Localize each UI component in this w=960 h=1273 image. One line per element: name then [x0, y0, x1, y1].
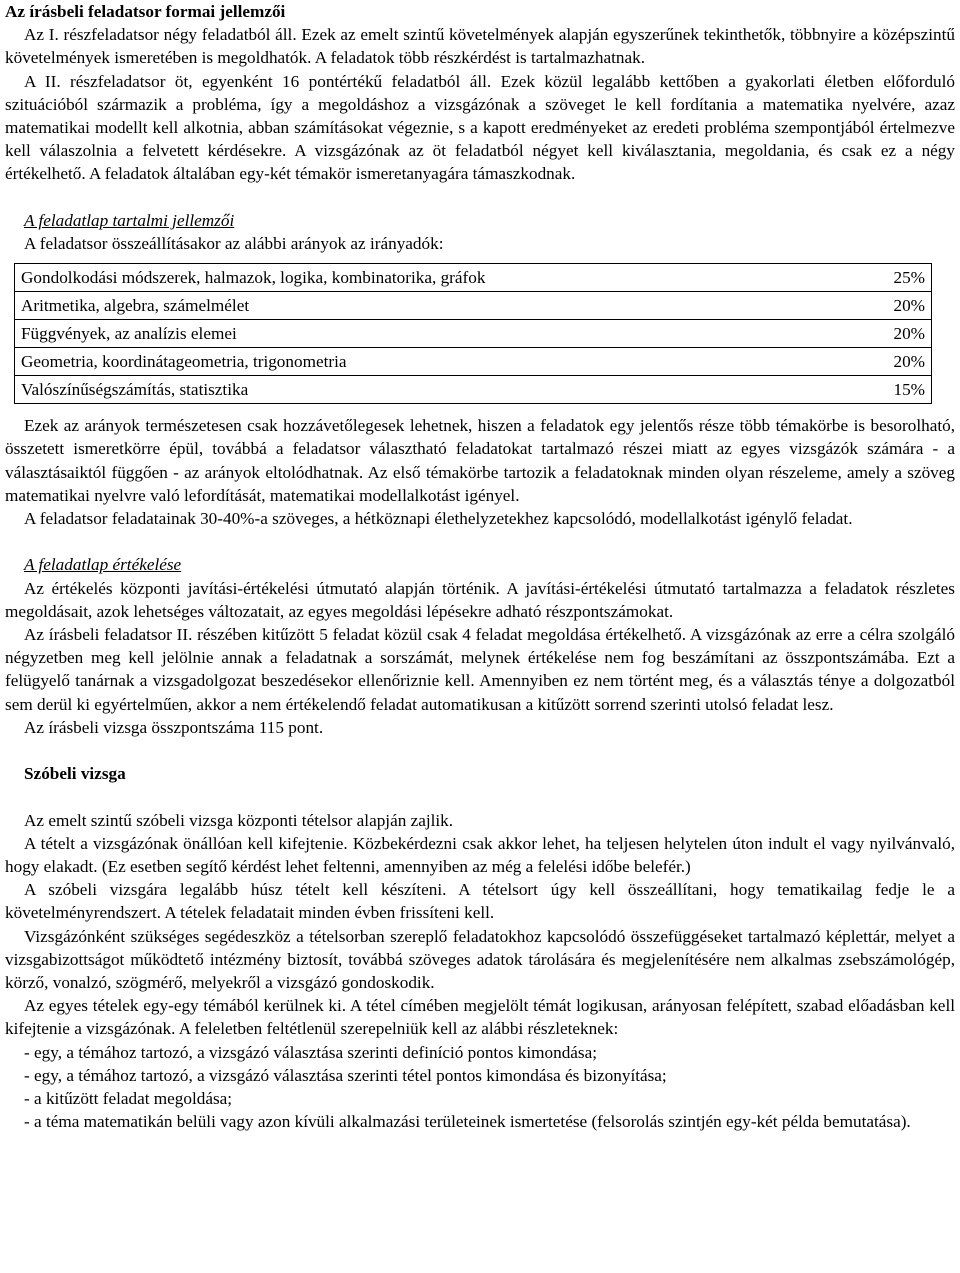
topic-cell: Gondolkodási módszerek, halmazok, logika, kombinatorika, gráfok [15, 264, 860, 292]
paragraph-oral-topics: A szóbeli vizsgára legalább húsz tételt kell készíteni. A tételsort úgy kell összeállítani, hogy tematikailag fedje le a követelményrendszert. A tételek feladatait minden évben frissíteni kell. [5, 880, 955, 923]
paragraph-ratios-note: Ezek az arányok természetesen csak hozzávetőlegesek lehetnek, hiszen a feladatok egy jelentős része több témakörbe is besorolható, összetett ismeretkörre épül, továbbá a feladatsor választható feladatokat tartalmazó részei miatt az egyes vizsgázók számára - a választásaiktól függően - az arányok eltolódhatnak. Az első témakörbe tartozik a feladatoknak minden olyan részeleme, amely a szöveg matematikai nyelvre való lefordítását, matematikai modellalkotást igényel. [5, 416, 955, 505]
percentage-cell: 25% [859, 264, 932, 292]
paragraph-oral-intro: Az emelt szintű szóbeli vizsga központi tételsor alapján zajlik. [24, 810, 454, 830]
topic-cell: Függvények, az analízis elemei [15, 320, 860, 348]
percentage-cell: 20% [859, 348, 932, 376]
table-row [15, 320, 932, 348]
paragraph-evaluation: Az értékelés központi javítási-értékelési útmutató alapján történik. A javítási-értékelési útmutató tartalmazza a feladatok részletes megoldásait, azok lehetséges változatait, az egyes megoldási lépésekre adható részpontszámokat. [5, 578, 955, 621]
paragraph-total-points: Az írásbeli vizsga összpontszáma 115 pont. [24, 717, 324, 737]
topic-cell: Geometria, koordinátageometria, trigonometria [15, 348, 860, 376]
list-item: - a téma matematikán belüli vagy azon kívüli alkalmazási területeinek ismertetése (felsorolás szintjén egy-két példa bemutatása). [24, 1112, 911, 1132]
section-title-evaluation: A feladatlap értékelése [24, 555, 182, 575]
spacer [5, 530, 955, 553]
paragraph-oral-tools: Vizsgázónként szükséges segédeszköz a tételsorban szereplő feladatokhoz kapcsolódó összefüggéseket tartalmazó képlettár, melyet a vizsgabizottságot működtető intézmény biztosít, továbbá szöveges adatok tárolására és megjelenítésére nem alkalmas zsebszámológép, körző, vonalzó, szögmérő, melyekről a vizsgázó gondoskodik. [5, 926, 955, 993]
spacer [5, 186, 955, 209]
section-title-oral: Szóbeli vizsga [24, 764, 126, 784]
percentage-cell: 15% [859, 376, 932, 404]
requirement-list [5, 1041, 955, 1134]
paragraph-ratios-intro: A feladatsor összeállításakor az alábbi arányok az irányadók: [24, 234, 444, 254]
list-item: - egy, a témához tartozó, a vizsgázó választása szerinti tétel pontos kimondása és bizonyítása; [24, 1065, 667, 1085]
document-title: Az írásbeli feladatsor formai jellemzői [5, 2, 286, 21]
percentage-cell: 20% [859, 292, 932, 320]
paragraph-part2: A II. részfeladatsor öt, egyenként 16 pontértékű feladatból áll. Ezek közül legalább kettőben a gyakorlati életben előforduló szituációból származik a probléma, így a megoldáshoz a vizsgázónak a szöveget le kell fordítania a matematika nyelvére, azaz matematikai modellt kell alkotnia, abban számításokat végeznie, s a kapott eredményeket az eredeti probléma szempontjából értelmezve kell válaszolnia a felvetett kérdésekre. A vizsgázónak az öt feladatból négyet kell kiválasztania, megoldania, és csak ez a négy értékelhető. A feladatok általában egy-két témakör ismeretanyagára támaszkodnak. [5, 71, 955, 184]
section-title-content: A feladatlap tartalmi jellemzői [24, 210, 235, 230]
spacer [5, 404, 955, 414]
topic-ratio-table [14, 263, 932, 404]
paragraph-text-tasks: A feladatsor feladatainak 30-40%-a szöveges, a hétköznapi élethelyzetekhez kapcsolódó, modellalkotást igénylő feladat. [24, 509, 853, 529]
list-item: - egy, a témához tartozó, a vizsgázó választása szerinti definíció pontos kimondása; [24, 1042, 598, 1062]
paragraph-part1: Az I. részfeladatsor négy feladatból áll. Ezek az emelt szintű követelmények alapján egyszerűnek tekinthetők, többnyire a középszintű követelmények ismeretében is megoldhatók. A feladatok több részkérdést is tartalmazhatnak. [5, 25, 955, 68]
topic-cell: Valószínűségszámítás, statisztika [15, 376, 860, 404]
spacer [5, 785, 955, 808]
paragraph-oral-independent: A tételt a vizsgázónak önállóan kell kifejtenie. Közbekérdezni csak akkor lehet, ha teljesen helytelen úton indult el vagy nyilvánvaló, hogy elakadt. (Ez esetben segítő kérdést lehet feltenni, amennyiben az még a felelési időbe belefér.) [5, 833, 955, 877]
percentage-cell: 20% [859, 320, 932, 348]
paragraph-oral-structure: Az egyes tételek egy-egy témából kerülnek ki. A tétel címében megjelölt témát logikusan, arányosan felépített, szabad előadásban kell kifejtenie a vizsgázónak. A feleletben feltétlenül szerepelniük kell az alábbi részleteknek: [5, 996, 955, 1039]
list-item: - a kitűzött feladat megoldása; [24, 1089, 233, 1109]
table-row [15, 292, 932, 320]
topic-cell: Aritmetika, algebra, számelmélet [15, 292, 860, 320]
table-row [15, 376, 932, 404]
table-row [15, 348, 932, 376]
table-row [15, 264, 932, 292]
spacer [5, 739, 955, 762]
paragraph-part2-selection: Az írásbeli feladatsor II. részében kitűzött 5 feladat közül csak 4 feladat megoldása értékelhető. A vizsgázónak az erre a célra szolgáló négyzetben meg kell jelölnie annak a feladatnak a sorszámát, melynek értékelése nem fog beszámítani az összpontszámába. Ezt a felügyelő tanárnak a vizsgadolgozat beszedésekor ellenőriznie kell. Amennyiben ez nem történt meg, és a választás ténye a dolgozatból sem derül ki egyértelműen, akkor a nem értékelendő feladat automatikusan a kitűzött sorrend szerinti utolsó feladat lesz. [5, 625, 955, 714]
